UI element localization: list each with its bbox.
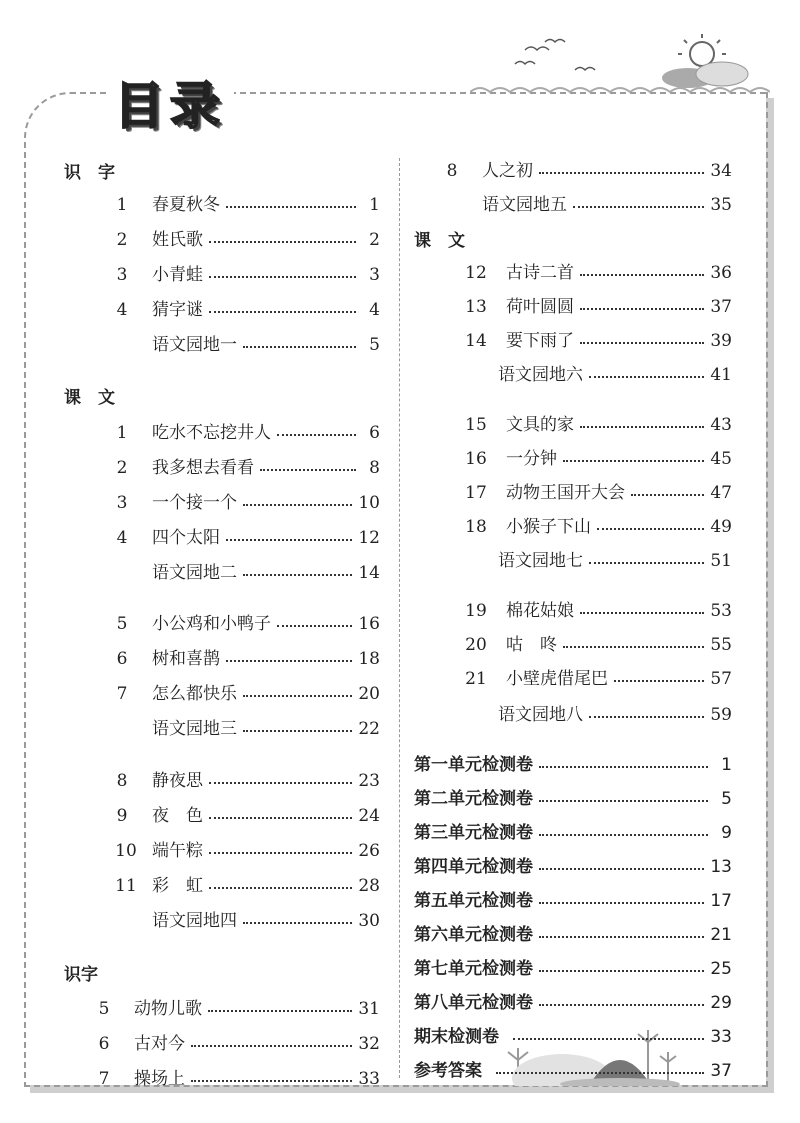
toc-entry[interactable] [112,714,380,738]
toc-entry[interactable] [112,766,380,790]
test-title: 第三单元检测卷 [414,823,533,843]
dot-leader [580,610,704,614]
entry-page: 10 [358,493,380,513]
dot-leader [580,340,704,344]
dot-leader [539,968,704,972]
toc-entry[interactable] [444,190,732,214]
entry-title: 动物儿歌 [134,999,202,1019]
dot-leader [277,432,356,436]
dot-leader [277,623,352,627]
dot-leader [209,309,356,313]
toc-entry[interactable] [462,664,732,688]
test-title: 第一单元检测卷 [414,755,533,775]
entry-number: 8 [116,771,128,791]
wave-icon [470,88,770,92]
toc-entry[interactable] [96,1029,380,1053]
dot-leader [226,658,352,662]
test-entry[interactable] [414,818,732,842]
dot-leader [589,714,704,718]
dot-leader [631,492,704,496]
dot-leader [589,560,704,564]
dot-leader [580,306,704,310]
toc-entry[interactable] [462,444,732,468]
entry-title: 语文园地七 [498,551,583,571]
entry-title: 语文园地六 [498,365,583,385]
entry-title: 棉花姑娘 [506,601,574,621]
dot-leader [243,502,352,506]
entry-page: 16 [358,614,380,634]
entry-page: 35 [710,195,732,215]
section-heading: 课 文 [414,231,465,251]
dot-leader [243,728,352,732]
dot-leader [539,1002,704,1006]
entry-title: 小公鸡和小鸭子 [152,614,271,634]
entry-title: 端午粽 [152,841,203,861]
entry-number: 4 [116,300,128,320]
entry-page: 59 [710,705,732,725]
toc-entry[interactable] [462,410,732,434]
dot-leader [209,239,356,243]
entry-page: 20 [358,684,380,704]
cloud-icon [662,62,748,88]
entry-title: 操场上 [134,1069,185,1089]
entry-title: 小猴子下山 [506,517,591,537]
toc-entry[interactable] [462,292,732,316]
test-title: 第四单元检测卷 [414,857,533,877]
section-heading: 识字 [64,965,98,985]
test-entry[interactable] [414,886,732,910]
entry-page: 41 [710,365,732,385]
toc-entry[interactable] [112,260,380,284]
entry-title: 猜字谜 [152,300,203,320]
entry-title: 咕 咚 [506,635,557,655]
entry-page: 5 [369,335,380,355]
dot-leader [580,272,704,276]
entry-number: 5 [116,614,128,634]
entry-title: 语文园地三 [152,719,237,739]
test-page: 25 [710,959,732,979]
entry-page: 34 [710,161,732,181]
dot-leader [209,815,352,819]
dot-leader [614,678,704,682]
bird-icon [515,40,595,71]
entry-page: 22 [358,719,380,739]
entry-title: 彩 虹 [152,876,203,896]
dot-leader [191,1043,352,1047]
dot-leader [243,920,352,924]
toc-entry[interactable] [112,418,380,442]
entry-number: 15 [465,415,487,435]
toc-entry[interactable] [462,630,732,654]
entry-page: 31 [358,999,380,1019]
entry-page: 49 [710,517,732,537]
toc-entry[interactable] [444,156,732,180]
dot-leader [243,344,356,348]
entry-page: 33 [358,1069,380,1089]
dot-leader [208,1008,352,1012]
dot-leader [580,424,704,428]
dot-leader [513,1036,704,1040]
toc-entry[interactable] [112,453,380,477]
test-page: 5 [721,789,732,809]
entry-number: 14 [465,331,487,351]
test-title: 第八单元检测卷 [414,993,533,1013]
test-title: 参考答案 [414,1061,482,1081]
entry-page: 14 [358,563,380,583]
toc-entry[interactable] [112,871,380,895]
test-title: 第七单元检测卷 [414,959,533,979]
entry-page: 26 [358,841,380,861]
test-page: 33 [710,1027,732,1047]
entry-title: 我多想去看看 [152,458,254,478]
entry-number: 17 [465,483,487,503]
entry-number: 1 [116,195,128,215]
toc-entry[interactable] [112,801,380,825]
dot-leader [563,458,704,462]
dot-leader [573,204,704,208]
toc-entry[interactable] [462,546,732,570]
dot-leader [209,885,352,889]
entry-number: 5 [98,999,110,1019]
entry-title: 树和喜鹊 [152,649,220,669]
test-page: 37 [710,1061,732,1081]
dot-leader [226,537,352,541]
entry-page: 51 [710,551,732,571]
entry-number: 19 [465,601,487,621]
entry-number: 6 [98,1034,110,1054]
entry-number: 18 [465,517,487,537]
entry-number: 2 [116,230,128,250]
entry-title: 静夜思 [152,771,203,791]
entry-number: 1 [116,423,128,443]
entry-title: 动物王国开大会 [506,483,625,503]
column-divider [399,158,400,1078]
entry-title: 四个太阳 [152,528,220,548]
dot-leader [597,526,704,530]
dot-leader [243,572,352,576]
test-entry[interactable] [414,988,732,1012]
entry-title: 姓氏歌 [152,230,203,250]
toc-entry[interactable] [462,360,732,384]
test-entry[interactable] [414,920,732,944]
entry-page: 18 [358,649,380,669]
test-entry[interactable] [414,852,732,876]
entry-number: 21 [465,669,487,689]
entry-title: 语文园地一 [152,335,237,355]
entry-page: 1 [369,195,380,215]
dot-leader [563,644,704,648]
test-title: 第六单元检测卷 [414,925,533,945]
dot-leader [191,1078,352,1082]
entry-number: 9 [116,806,128,826]
entry-page: 12 [358,528,380,548]
toc-entry[interactable] [112,609,380,633]
entry-page: 47 [710,483,732,503]
entry-number: 16 [465,449,487,469]
entry-title: 小青蛙 [152,265,203,285]
test-page: 1 [721,755,732,775]
dot-leader [539,866,704,870]
toc-entry[interactable] [462,478,732,502]
entry-page: 57 [710,669,732,689]
toc-entry[interactable] [112,644,380,668]
toc-entry[interactable] [96,1064,380,1088]
entry-page: 8 [369,458,380,478]
toc-entry[interactable] [112,558,380,582]
entry-title: 夜 色 [152,806,203,826]
entry-number: 8 [446,161,458,181]
sun-icon [678,34,726,66]
entry-title: 吃水不忘挖井人 [152,423,271,443]
entry-page: 28 [358,876,380,896]
toc-entry[interactable] [112,295,380,319]
entry-number: 7 [98,1069,110,1089]
dot-leader [539,934,704,938]
entry-page: 43 [710,415,732,435]
entry-number: 4 [116,528,128,548]
section-heading: 课 文 [64,388,115,408]
entry-page: 32 [358,1034,380,1054]
test-entry[interactable] [414,954,732,978]
dot-leader [243,693,352,697]
entry-title: 古对今 [134,1034,185,1054]
entry-title: 文具的家 [506,415,574,435]
dot-leader [539,764,708,768]
toc-entry[interactable] [462,326,732,350]
entry-number: 3 [116,493,128,513]
entry-number: 2 [116,458,128,478]
entry-page: 45 [710,449,732,469]
toc-entry[interactable] [112,523,380,547]
sky-decoration [470,30,770,100]
section-heading: 识 字 [64,163,115,183]
entry-page: 53 [710,601,732,621]
entry-title: 语文园地八 [498,705,583,725]
entry-title: 要下雨了 [506,331,574,351]
dot-leader [589,374,704,378]
entry-page: 3 [369,265,380,285]
entry-title: 小壁虎借尾巴 [506,669,608,689]
dot-leader [539,832,708,836]
toc-entry[interactable] [112,488,380,512]
entry-page: 23 [358,771,380,791]
entry-page: 55 [710,635,732,655]
entry-page: 36 [710,263,732,283]
entry-title: 荷叶圆圆 [506,297,574,317]
entry-title: 语文园地四 [152,911,237,931]
entry-number: 13 [465,297,487,317]
entry-page: 24 [358,806,380,826]
toc-entry[interactable] [462,258,732,282]
entry-number: 7 [116,684,128,704]
toc-entry[interactable] [462,700,732,724]
toc-entry[interactable] [112,836,380,860]
toc-entry[interactable] [96,994,380,1018]
test-title: 第二单元检测卷 [414,789,533,809]
dot-leader [209,850,352,854]
test-entry[interactable] [414,1056,732,1080]
entry-page: 39 [710,331,732,351]
toc-entry[interactable] [462,512,732,536]
test-page: 21 [710,925,732,945]
toc-entry[interactable] [112,906,380,930]
dot-leader [539,170,704,174]
dot-leader [539,900,704,904]
entry-number: 12 [465,263,487,283]
test-entry[interactable] [414,1022,732,1046]
dot-leader [209,780,352,784]
entry-title: 一分钟 [506,449,557,469]
dot-leader [496,1070,704,1074]
test-entry[interactable] [414,784,732,808]
entry-page: 30 [358,911,380,931]
entry-page: 6 [369,423,380,443]
entry-title: 语文园地二 [152,563,237,583]
entry-title: 人之初 [482,161,533,181]
dot-leader [226,204,356,208]
entry-page: 37 [710,297,732,317]
test-title: 期末检测卷 [414,1027,499,1047]
entry-title: 春夏秋冬 [152,195,220,215]
test-page: 17 [710,891,732,911]
entry-title: 怎么都快乐 [152,684,237,704]
entry-number: 11 [115,876,137,896]
entry-page: 2 [369,230,380,250]
toc-entry[interactable] [112,330,380,354]
dot-leader [209,274,356,278]
page-title: 目录 [106,66,234,138]
entry-number: 20 [465,635,487,655]
entry-page: 4 [369,300,380,320]
toc-entry[interactable] [112,190,380,214]
entry-number: 10 [115,841,137,861]
dot-leader [260,467,356,471]
entry-title: 一个接一个 [152,493,237,513]
test-page: 9 [721,823,732,843]
toc-entry[interactable] [112,225,380,249]
test-page: 29 [710,993,732,1013]
dot-leader [539,798,708,802]
entry-number: 6 [116,649,128,669]
entry-number: 3 [116,265,128,285]
entry-title: 语文园地五 [482,195,567,215]
test-entry[interactable] [414,750,732,774]
toc-entry[interactable] [462,596,732,620]
toc-entry[interactable] [112,679,380,703]
entry-title: 古诗二首 [506,263,574,283]
test-title: 第五单元检测卷 [414,891,533,911]
test-page: 13 [710,857,732,877]
